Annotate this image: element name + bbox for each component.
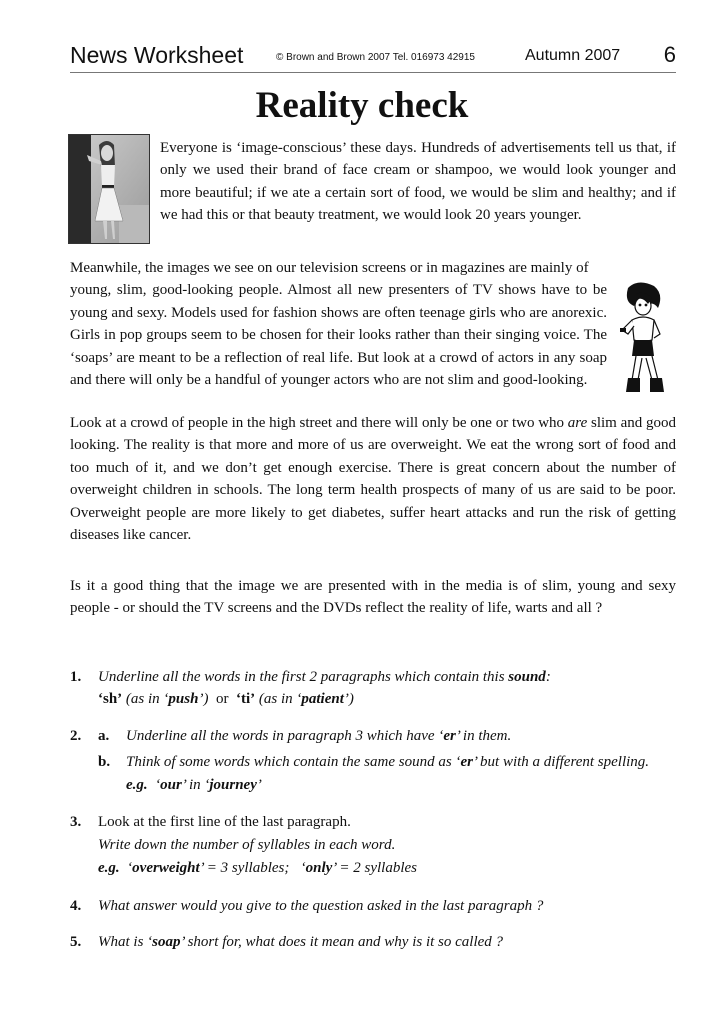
question-5 <box>70 931 676 953</box>
question-1-instruction <box>98 666 551 688</box>
question-4-text: What answer would you give to the question asked in the last paragraph ? <box>98 898 544 914</box>
q3-syllables-2: ’ = 2 syllables <box>332 860 417 876</box>
q1-or: or <box>215 691 229 707</box>
q2b-quote-close: ’ <box>256 777 262 793</box>
question-2b-label: b. <box>98 754 111 770</box>
q2a-text-end: ’ in them. <box>455 728 512 744</box>
question-number: 5. <box>70 934 82 950</box>
q3-syllables-1: ’ = 3 syllables; <box>199 860 290 876</box>
q2a-text: Underline all the words in paragraph 3 which have ‘ <box>126 728 444 744</box>
question-4 <box>70 895 676 917</box>
example-label: e.g. <box>126 777 148 793</box>
question-2 <box>70 725 676 797</box>
q2b-keyword: er <box>460 754 473 770</box>
question-1-examples <box>98 688 354 710</box>
header-divider <box>70 72 676 73</box>
q1-text: Underline all the words in the first 2 paragraphs which contain this <box>98 669 505 685</box>
example-word-our: our <box>160 777 182 793</box>
question-3-line-2: Write down the number of syllables in each word. <box>98 837 396 853</box>
question-5-text <box>98 931 503 953</box>
question-number: 1. <box>70 669 82 685</box>
question-2a-label: a. <box>98 728 110 744</box>
paragraph-3 <box>70 412 676 546</box>
question-3 <box>70 811 676 881</box>
worksheet-title: News Worksheet <box>70 42 244 68</box>
question-number: 4. <box>70 898 82 914</box>
sound-sh: ‘sh’ <box>98 691 123 707</box>
sound-ti: ‘ti’ <box>235 691 256 707</box>
q2b-text-end: ’ but with a different spelling. <box>472 754 650 770</box>
example-word-patient: patient <box>301 691 344 707</box>
q1-example-close: ’) <box>198 691 209 707</box>
question-2b-text <box>126 751 649 773</box>
copyright-notice: © Brown and Brown 2007 Tel. 016973 42915 <box>276 52 475 63</box>
q2b-text: Think of some words which contain the same sound as ‘ <box>126 754 461 770</box>
cartoon-singer-illustration <box>614 280 678 404</box>
paragraph-1: Everyone is ‘image-conscious’ these days. Hundreds of advertisements tell us that, if only we used their brand of face cream or shampoo, we would look younger and more beautiful; if we ate a certain sort of food, we would be slim and healthy; and if we had this or that beauty treatment, we would look 20 years younger. <box>160 140 676 224</box>
example-word-only: only <box>305 860 333 876</box>
q2b-quote-open: ‘ <box>155 777 161 793</box>
paragraph-2-body: young, slim, good-looking people. Almost all new presenters of TV shows have to be young and sexy. Models used for fashion shows are often teenage girls who are anorexic. Girls in pop groups seem to be chosen for their looks rather than their singing voice. The ‘soaps’ are meant to be a reflection of real life. But look at a crowd of actors in any soap and there will only be a handful of younger actors who are not slim and good-looking. <box>70 282 607 389</box>
q3-quote-open: ‘ <box>127 860 133 876</box>
paragraph-3-start: Look at a crowd of people in the high street and there will only be one or two who <box>70 415 565 431</box>
q1-example-close-2: ’) <box>343 691 354 707</box>
article-title: Reality check <box>255 85 469 126</box>
example-word-overweight: overweight <box>132 860 200 876</box>
q1-example-lead: (as in ‘ <box>125 691 169 707</box>
question-1 <box>70 666 676 714</box>
q2a-keyword: er <box>443 728 456 744</box>
example-word-push: push <box>168 691 199 707</box>
example-label: e.g. <box>98 860 120 876</box>
paragraph-3-emphasis: are <box>567 415 588 431</box>
question-3-line-1: Look at the first line of the last paragraph. <box>98 814 351 830</box>
page-number: 6 <box>663 42 676 67</box>
woman-photo <box>68 134 150 244</box>
q5-text-end: ’ short for, what does it mean and why is it so called ? <box>180 934 504 950</box>
example-word-journey: journey <box>209 777 257 793</box>
question-2b-example <box>126 774 262 796</box>
paragraph-2 <box>70 257 676 391</box>
q1-example-lead-2: (as in ‘ <box>258 691 302 707</box>
question-3-example <box>98 857 417 879</box>
q3-quote-open-2: ‘ <box>300 860 306 876</box>
page-header <box>70 40 680 76</box>
q1-colon: : <box>545 669 551 685</box>
paragraph-4: Is it a good thing that the image we are presented with in the media is of slim, young and sexy people - or should the TV screens and the DVDs reflect the reality of life, warts and all ? <box>70 578 676 617</box>
q1-keyword: sound <box>508 669 546 685</box>
question-2a-text <box>126 725 511 747</box>
q2b-in: ’ in ‘ <box>181 777 210 793</box>
question-number: 3. <box>70 814 82 830</box>
q5-keyword-soap: soap <box>152 934 181 950</box>
issue-season: Autumn 2007 <box>525 47 621 64</box>
q5-text: What is ‘ <box>98 934 153 950</box>
paragraph-3-rest: slim and good looking. The reality is that more and more of us are overweight. We eat the wrong sort of food and too much of it, and we don’t get enough exercise. There is great concern about the number of overweight children in schools. The long term health prospects of many of us are said to be poor. Overweight people are more likely to get diabetes, suffer heart attacks and run the risk of getting diseases like cancer. <box>70 415 676 544</box>
paragraph-2-first-line: Meanwhile, the images we see on our television screens or in magazines are mainly of <box>70 260 589 276</box>
question-number: 2. <box>70 728 82 744</box>
